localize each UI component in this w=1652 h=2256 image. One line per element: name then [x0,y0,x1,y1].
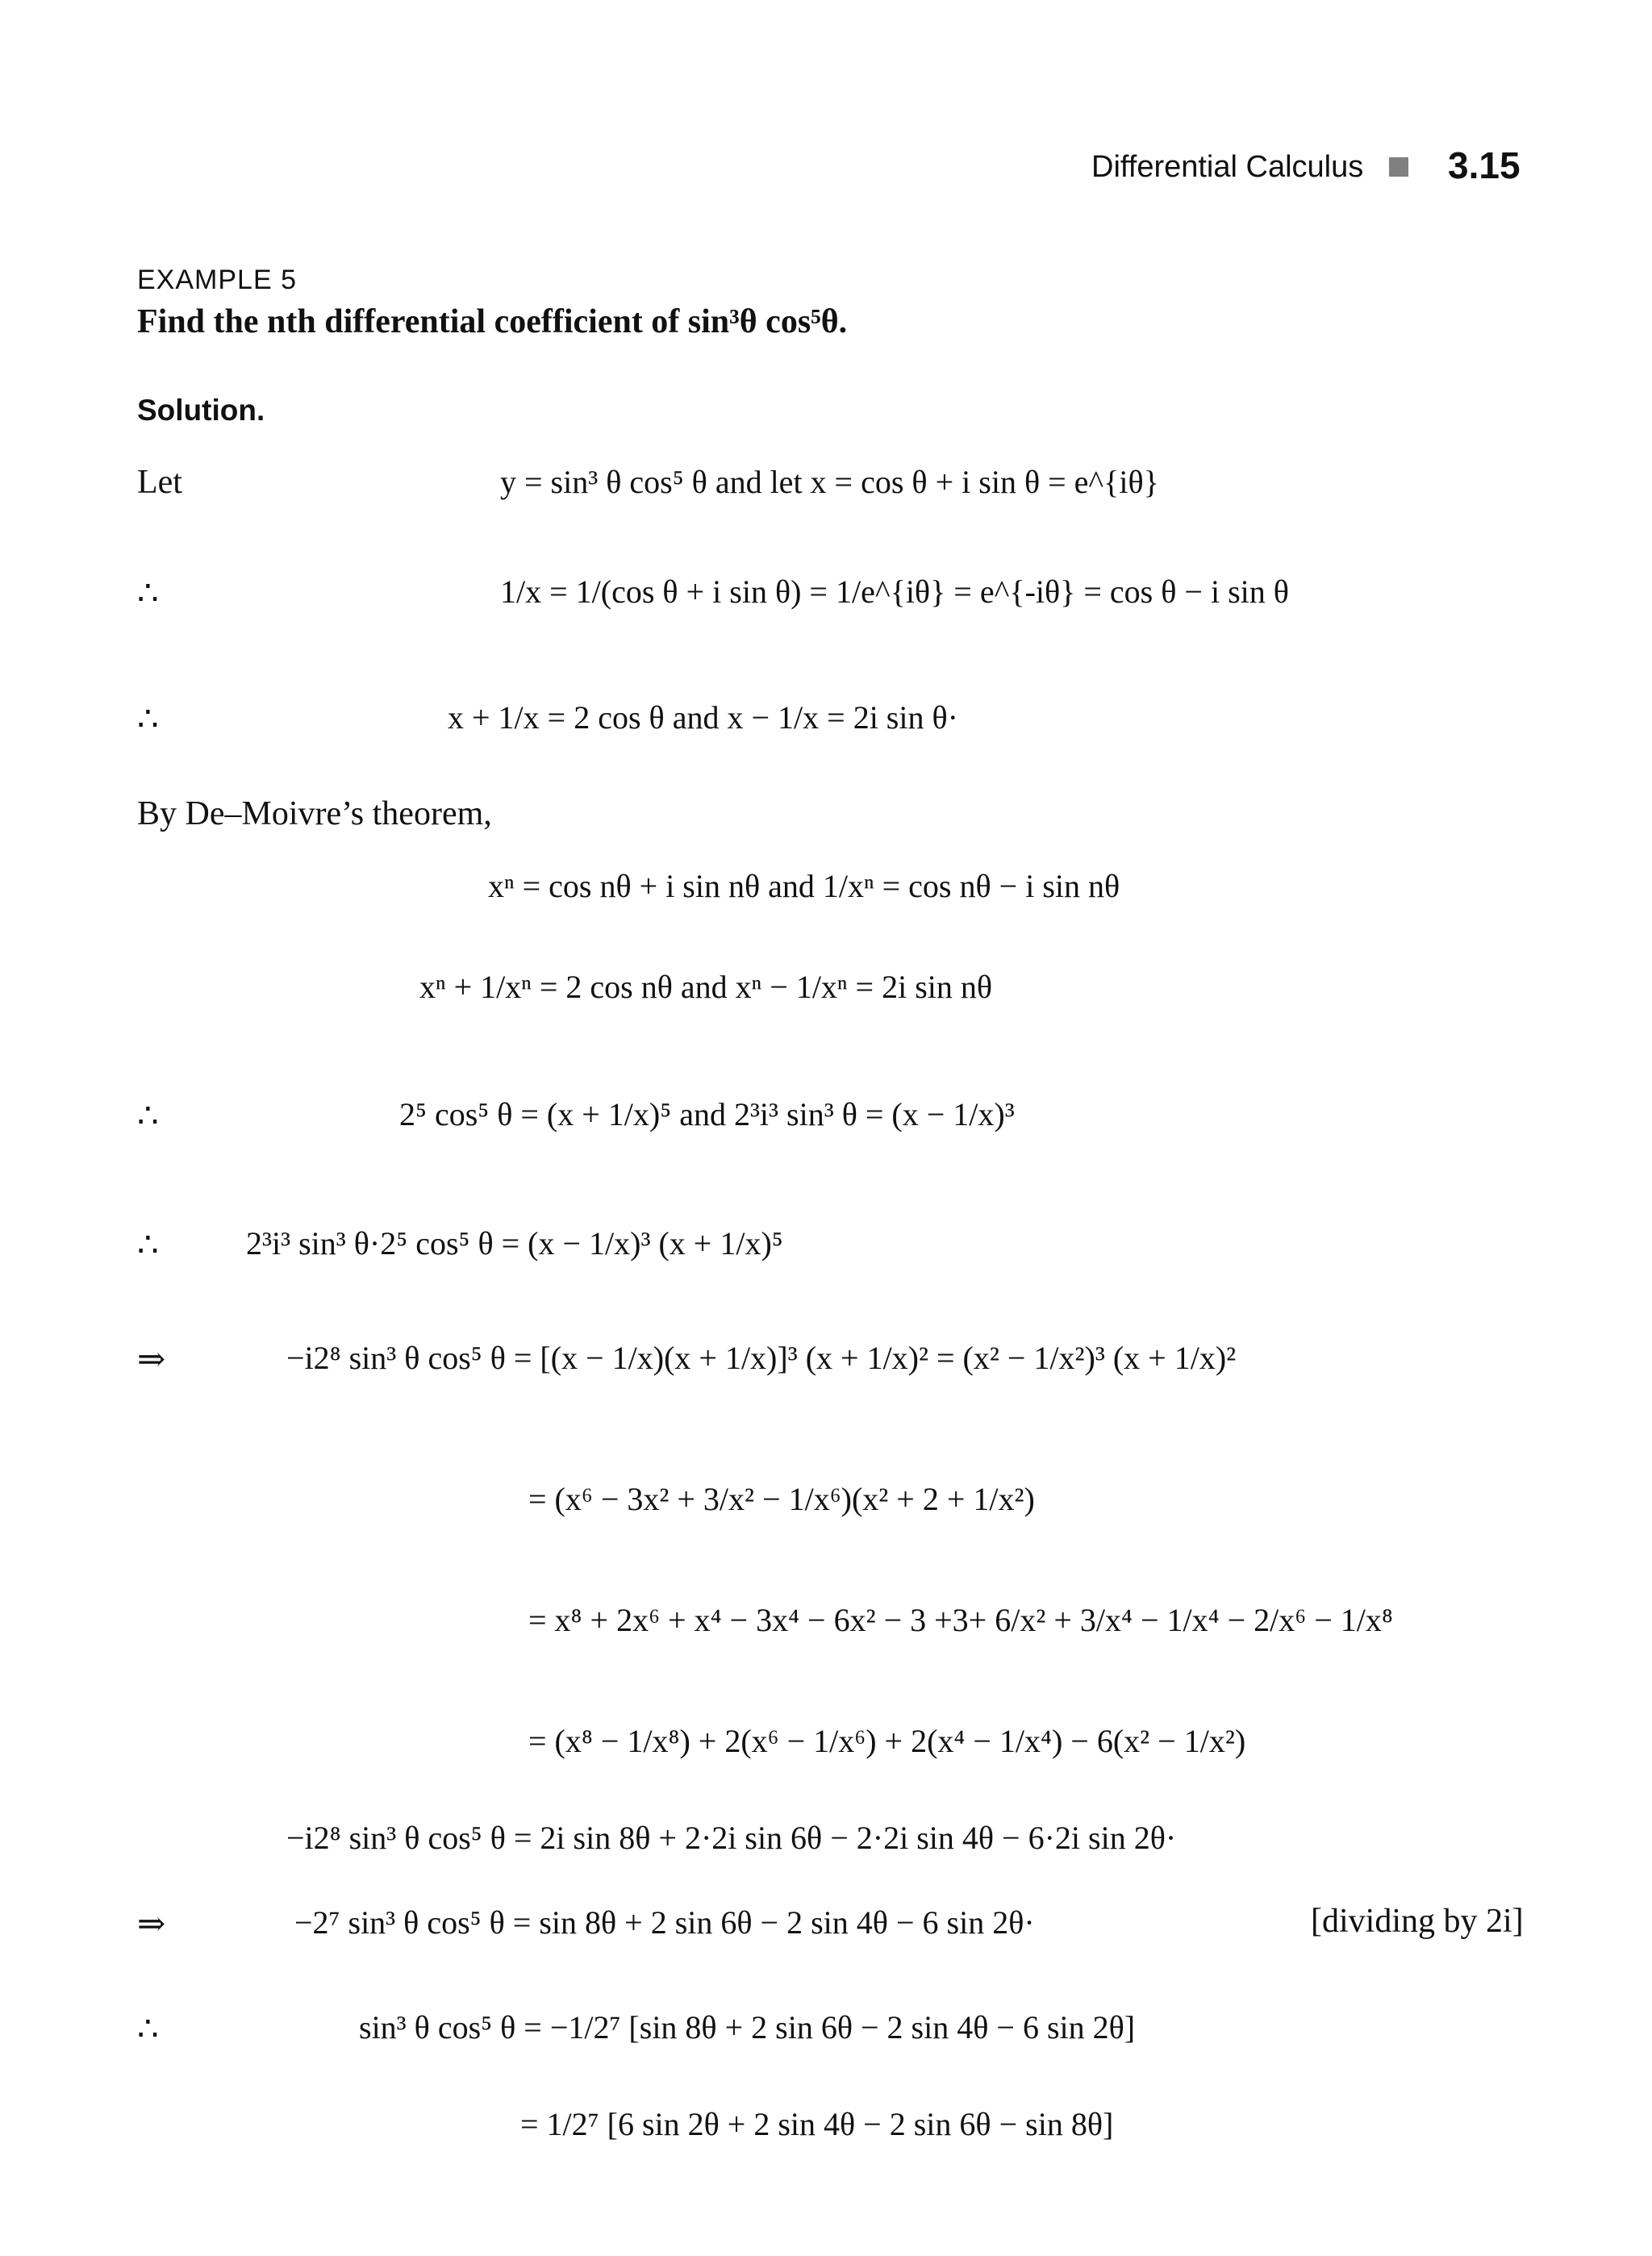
equation-7: 2³i³ sin³ θ·2⁵ cos⁵ θ = (x − 1/x)³ (x + 1/x)⁵ [246,1225,783,1261]
therefore-symbol: ∴ [137,1227,159,1264]
equation-6: 2⁵ cos⁵ θ = (x + 1/x)⁵ and 2³i³ sin³ θ = (x − 1/x)³ [399,1096,1015,1132]
solution-label: Solution. [137,394,265,427]
equation-5: xⁿ + 1/xⁿ = 2 cos nθ and xⁿ − 1/xⁿ = 2i sin nθ [419,969,993,1005]
equation-8: −i2⁸ sin³ θ cos⁵ θ = [(x − 1/x)(x + 1/x)]³ (x + 1/x)² = (x² − 1/x²)³ (x + 1/x)² [286,1340,1237,1376]
equation-14: sin³ θ cos⁵ θ = −1/2⁷ [sin 8θ + 2 sin 6θ − 2 sin 4θ − 6 sin 2θ] [359,2009,1136,2045]
header-separator-square [1389,157,1408,177]
therefore-symbol: ∴ [137,701,159,738]
equation-10: = x⁸ + 2x⁶ + x⁴ − 3x⁴ − 6x² − 3 +3+ 6/x² + 3/x⁴ − 1/x⁴ − 2/x⁶ − 1/x⁸ [528,1602,1393,1638]
equation-1: y = sin³ θ cos⁵ θ and let x = cos θ + i sin θ = e^{iθ} [500,464,1159,500]
equation-15: = 1/2⁷ [6 sin 2θ + 2 sin 4θ − 2 sin 6θ − sin 8θ] [520,2106,1114,2142]
therefore-symbol: ∴ [137,2011,159,2048]
equation-12: −i2⁸ sin³ θ cos⁵ θ = 2i sin 8θ + 2·2i sin 6θ − 2·2i sin 4θ − 6·2i sin 2θ· [286,1820,1177,1856]
page-number: 3.15 [1448,144,1521,186]
running-header-title: Differential Calculus [1091,150,1364,184]
equation-2: 1/x = 1/(cos θ + i sin θ) = 1/e^{iθ} = e^{-iθ} = cos θ − i sin θ [500,573,1289,610]
example-label: EXAMPLE 5 [137,265,297,295]
implies-symbol: ⇒ [137,1341,166,1378]
example-statement: Find the nth differential coefficient of sin³θ cos⁵θ. [137,303,848,340]
equation-3: x + 1/x = 2 cos θ and x − 1/x = 2i sin θ· [448,699,958,736]
demoivre-label: By De–Moivre’s theorem, [137,795,492,832]
equation-4: xⁿ = cos nθ + i sin nθ and 1/xⁿ = cos nθ − i sin nθ [488,868,1120,904]
equation-9: = (x⁶ − 3x² + 3/x² − 1/x⁶)(x² + 2 + 1/x²) [528,1481,1035,1517]
equation-13: −2⁷ sin³ θ cos⁵ θ = sin 8θ + 2 sin 6θ − 2 sin 4θ − 6 sin 2θ· [294,1904,1035,1941]
therefore-symbol: ∴ [137,575,159,612]
equation-11: = (x⁸ − 1/x⁸) + 2(x⁶ − 1/x⁶) + 2(x⁴ − 1/x⁴) − 6(x² − 1/x²) [528,1723,1246,1759]
implies-symbol: ⇒ [137,1906,166,1943]
dividing-note: [dividing by 2i] [1311,1903,1524,1940]
let-label: Let [137,464,182,501]
therefore-symbol: ∴ [137,1098,159,1135]
